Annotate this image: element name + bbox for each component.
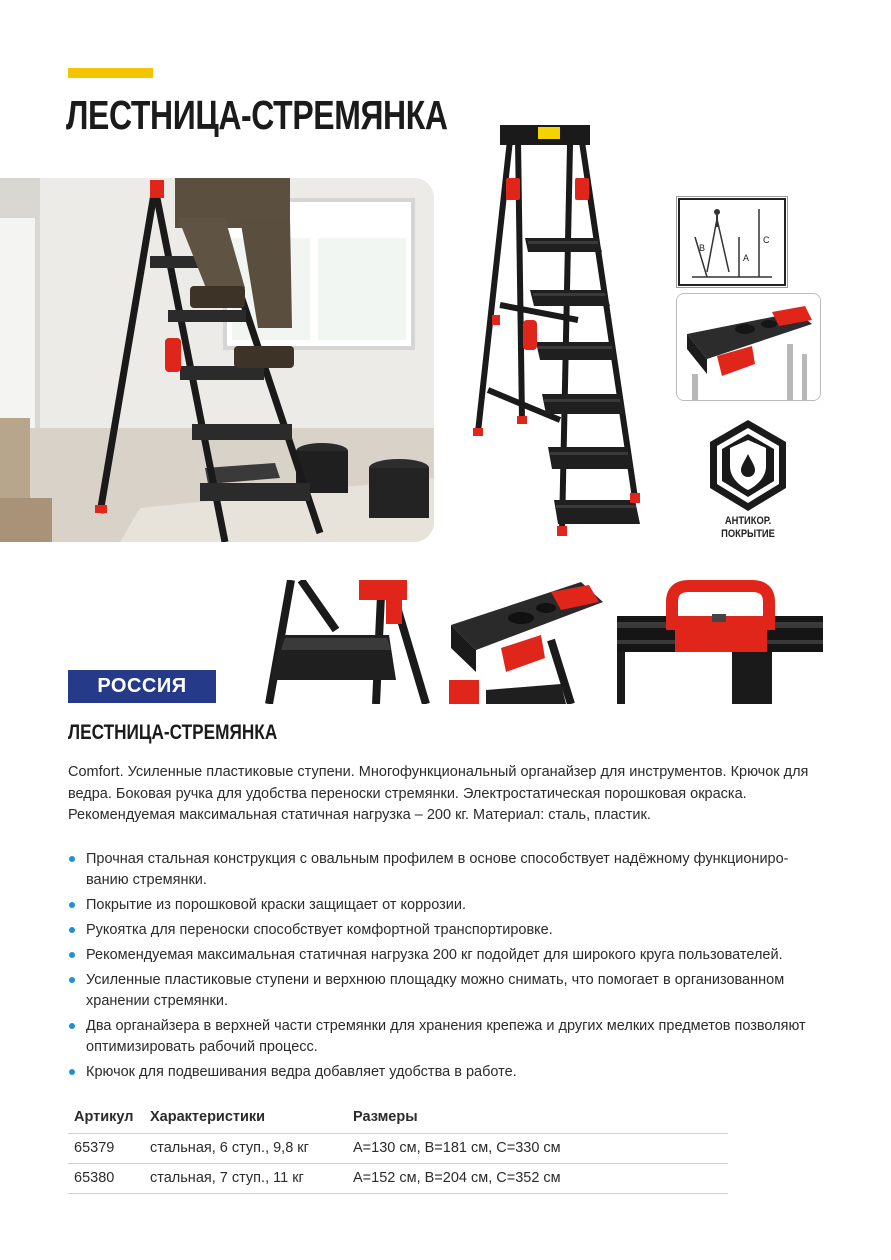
list-item <box>68 970 828 1012</box>
list-item <box>68 895 828 916</box>
column-header-characteristics: Характеристики <box>144 1103 347 1134</box>
droplet-shield-icon <box>706 418 790 513</box>
column-header-dimensions: Размеры <box>347 1103 728 1134</box>
list-item <box>68 1062 828 1083</box>
characteristics-cell: стальная, 7 ступ., 11 кг <box>144 1164 347 1194</box>
bullet-icon <box>69 1069 75 1075</box>
ladder-product-image <box>470 120 655 545</box>
list-item <box>68 849 828 891</box>
list-item <box>68 945 828 966</box>
feature-text: Рукоятка для переноски способствует комфортной транспортировке. <box>86 922 553 938</box>
anticorrosion-label <box>707 515 789 541</box>
bullet-icon <box>69 927 75 933</box>
bullet-icon <box>69 1023 75 1029</box>
anticorrosion-label-line2: ПОКРЫТИЕ <box>721 528 775 540</box>
bullet-icon <box>69 902 75 908</box>
bullet-icon <box>69 977 75 983</box>
table-row <box>68 1134 728 1164</box>
product-description: Comfort. Усиленные пластиковые ступени. Многофункциональный органайзер для инструментов. Крючок для ведра. Боковая ручка для удобства переноски стремянки. Электростатическая порошковая окраска. Рекомендуемая максимальная статичная нагрузка – 200 кг. Материал: сталь, пластик. <box>68 764 809 823</box>
dimensions-diagram <box>676 196 788 288</box>
dimension-label-c: C <box>763 235 770 245</box>
feature-text: Два органайзера в верхней части стремянки для хранения крепежа и других мелких предметов позволяют оптимизировать рабочий процесс. <box>86 1018 806 1055</box>
characteristics-cell: стальная, 6 ступ., 9,8 кг <box>144 1134 347 1164</box>
title-accent-bar <box>68 68 153 78</box>
dimensions-cell: A=130 см, B=181 см, C=330 см <box>347 1134 728 1164</box>
product-subtitle: ЛЕСТНИЦА-СТРЕМЯНКА <box>68 721 278 744</box>
bullet-icon <box>69 952 75 958</box>
article-cell: 65379 <box>68 1134 144 1164</box>
organizer-tray-image <box>676 293 821 401</box>
dimension-label-b: B <box>699 243 706 253</box>
list-item <box>68 1016 828 1058</box>
dimension-label-a: A <box>743 253 750 263</box>
feature-text: Усиленные пластиковые ступени и верхнюю площадку можно снимать, что помогает в организованном хранении стремянки. <box>86 972 785 1009</box>
spec-table <box>68 1103 728 1194</box>
article-cell: 65380 <box>68 1164 144 1194</box>
bullet-icon <box>69 856 75 862</box>
table-row <box>68 1164 728 1194</box>
anticorrosion-label-line1: АНТИКОР. <box>724 515 772 527</box>
dimensions-cell: A=152 см, B=204 см, C=352 см <box>347 1164 728 1194</box>
room-photo <box>0 178 434 542</box>
feature-text: Прочная стальная конструкция с овальным профилем в основе способствует надёжному функциониро-ванию стремянки. <box>86 851 789 888</box>
feature-text: Крючок для подвешивания ведра добавляет удобства в работе. <box>86 1064 517 1080</box>
table-header-row <box>68 1103 728 1134</box>
feature-text: Рекомендуемая максимальная статичная нагрузка 200 кг подойдет для широкого круга пользователей. <box>86 947 783 963</box>
country-badge: РОССИЯ <box>68 670 216 703</box>
list-item <box>68 920 828 941</box>
carry-handle-detail-photo <box>617 580 823 704</box>
column-header-article: Артикул <box>68 1103 144 1134</box>
page-title: ЛЕСТНИЦА-СТРЕМЯНКА <box>66 92 448 138</box>
organizer-detail-photo <box>441 580 606 704</box>
feature-text: Покрытие из порошковой краски защищает от коррозии. <box>86 897 466 913</box>
feature-list <box>68 849 828 1087</box>
step-detail-photo <box>261 580 431 704</box>
